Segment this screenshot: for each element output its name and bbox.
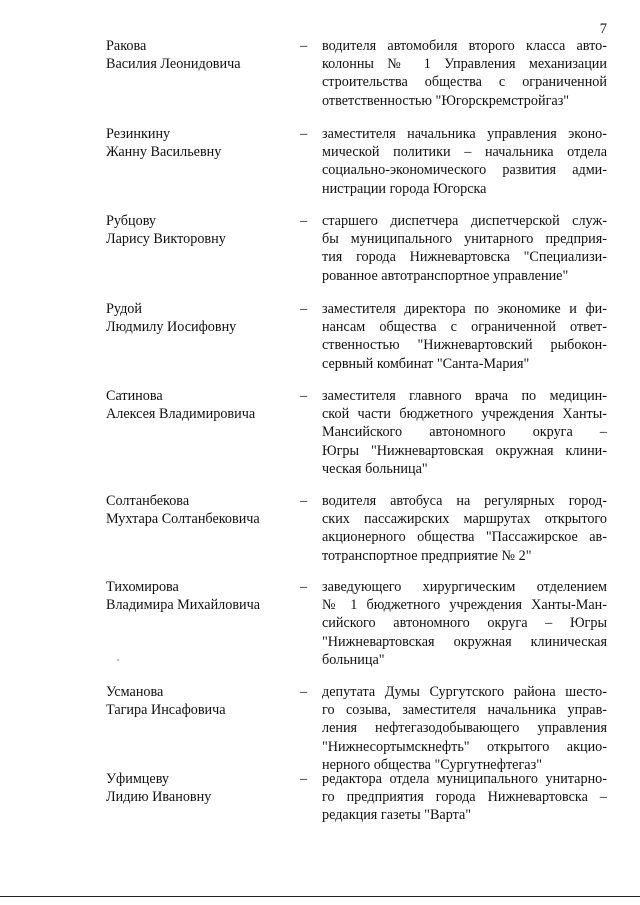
description-line: акционерного общества "Пассажирское ав- [322, 529, 607, 546]
dash-separator: – [300, 684, 308, 700]
description-line: рованное автотранспортное управление" [322, 267, 569, 284]
given-name: Людмилу Иосифовну [106, 319, 237, 336]
person-name [106, 300, 286, 336]
person-name [106, 492, 286, 528]
description-line: сийского автономного округа – Югры [322, 615, 607, 632]
given-name: Владимира Михайловича [106, 597, 261, 614]
dash-separator: – [300, 213, 308, 229]
given-name: Мухтара Солтанбековича [106, 511, 260, 528]
position-description [322, 300, 607, 373]
description-line: водителя автобуса на регулярных город- [322, 493, 607, 509]
scan-speck [117, 659, 119, 661]
description-line: Югры "Нижневартовская окружная клини- [322, 442, 607, 459]
description-line: заведующего хирургическим отделением [322, 579, 607, 595]
position-description [322, 492, 607, 565]
dash-separator: – [300, 493, 308, 509]
surname: Резинкину [106, 126, 171, 142]
description-line: строительства общества с ограниченной [322, 74, 607, 91]
description-line: ственностью "Нижневартовский рыбокон- [322, 337, 607, 354]
position-description [322, 683, 607, 774]
position-description [322, 212, 607, 285]
surname: Ракова [106, 38, 147, 54]
given-name: Ларису Викторовну [106, 231, 226, 248]
dash-separator: – [300, 38, 308, 54]
description-line: больница" [322, 651, 385, 668]
dash-separator: – [300, 388, 308, 404]
given-name: Василия Леонидовича [106, 56, 241, 73]
description-line: заместителя начальника управления эконо- [322, 126, 607, 142]
position-description [322, 125, 607, 198]
surname: Сатинова [106, 388, 163, 404]
surname: Тихомирова [106, 579, 179, 595]
description-line: сервный комбинат "Санта-Мария" [322, 355, 530, 372]
surname: Уфимцеву [106, 771, 170, 787]
description-line: тотранспортное предприятие № 2" [322, 547, 532, 564]
surname: Солтанбекова [106, 493, 190, 509]
given-name: Жанну Васильевну [106, 144, 222, 161]
description-line: колонны № 1 Управления механизации [322, 56, 607, 73]
description-line: социально-экономического развития адми- [322, 162, 607, 179]
description-line: мической политики – начальника отдела [322, 144, 607, 161]
given-name: Лидию Ивановну [106, 789, 212, 806]
dash-separator: – [300, 126, 308, 142]
description-line: ответственностью "Югорскремстройгаз" [322, 92, 570, 109]
dash-separator: – [300, 771, 308, 787]
dash-separator: – [300, 301, 308, 317]
surname: Рудой [106, 301, 142, 317]
description-line: заместителя главного врача по медицин- [322, 388, 607, 404]
description-line: нерного общества "Сургутнефтегаз" [322, 756, 542, 773]
description-line: ческая больница" [322, 460, 428, 477]
description-line: старшего диспетчера диспетчерской служ- [322, 213, 607, 229]
person-name [106, 578, 286, 614]
surname: Усманова [106, 684, 164, 700]
person-name [106, 683, 286, 719]
description-line: го предприятия города Нижневартовска – [322, 789, 607, 806]
description-line: тия города Нижневартовска "Специализи- [322, 249, 607, 266]
person-name [106, 125, 286, 161]
person-name [106, 37, 286, 73]
description-line: ских пассажирских маршрутах открытого [322, 511, 607, 528]
person-name [106, 387, 286, 423]
description-line: ления нефтегазодобывающего управления [322, 720, 607, 737]
description-line: заместителя директора по экономике и фи- [322, 301, 607, 317]
footer-divider [0, 896, 640, 897]
position-description [322, 387, 607, 478]
description-line: нистрации города Югорска [322, 180, 487, 197]
given-name: Алексея Владимировича [106, 406, 256, 423]
description-line: водителя автомобиля второго класса авто- [322, 38, 607, 54]
position-description [322, 770, 607, 825]
description-line: Мансийского автономного округа – [322, 424, 607, 441]
person-name [106, 770, 286, 806]
position-description [322, 578, 607, 669]
description-line: ской части бюджетного учреждения Ханты- [322, 406, 607, 423]
surname: Рубцову [106, 213, 157, 229]
position-description [322, 37, 607, 110]
page-number: 7 [599, 21, 607, 37]
given-name: Тагира Инсафовича [106, 702, 226, 719]
description-line: депутата Думы Сургутского района шесто- [322, 684, 607, 700]
person-name [106, 212, 286, 248]
description-line: "Нижнесортымскнефть" открытого акцио- [322, 738, 607, 755]
description-line: "Нижневартовская окружная клиническая [322, 633, 607, 650]
dash-separator: – [300, 579, 308, 595]
description-line: го созыва, заместителя начальника управ- [322, 702, 607, 719]
description-line: № 1 бюджетного учреждения Ханты-Ман- [322, 597, 607, 614]
description-line: редактора отдела муниципального унитарно- [322, 771, 607, 787]
description-line: бы муниципального унитарного предприя- [322, 231, 607, 248]
description-line: редакция газеты "Варта" [322, 807, 472, 824]
description-line: нансам общества с ограниченной ответ- [322, 319, 607, 336]
